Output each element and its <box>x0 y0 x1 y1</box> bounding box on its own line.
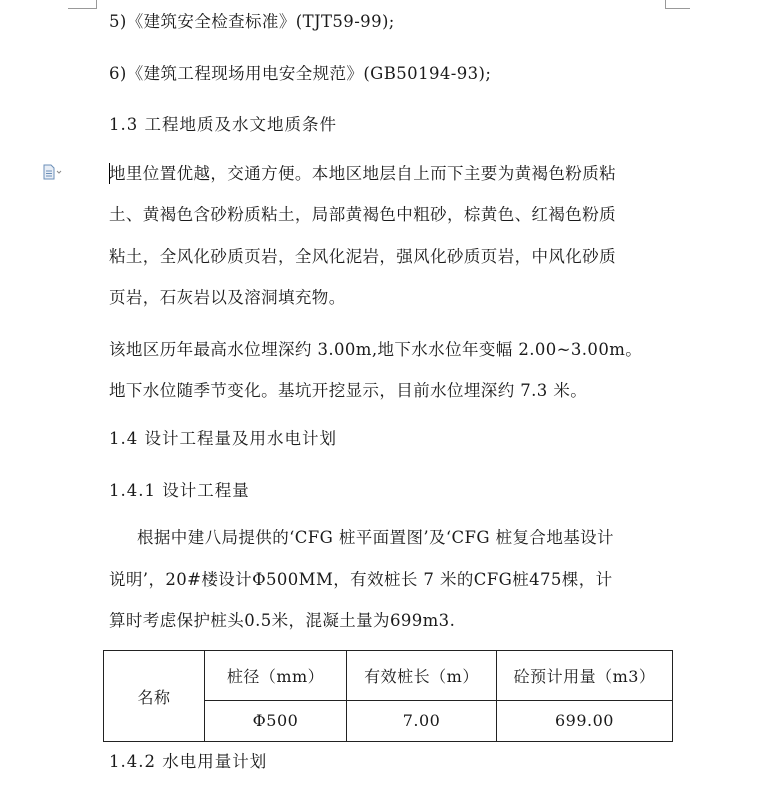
table-cell-concrete-volume: 699.00 <box>497 700 673 741</box>
table-header-cell: 有效桩长（m） <box>347 651 497 701</box>
geology-paragraph-line[interactable]: 土、黄褐色含砂粉质粘土，局部黄褐色中粗砂，棕黄色、红褐色粉质 <box>109 205 616 224</box>
geology-paragraph-line[interactable]: 地里位置优越，交通方便。本地区地层自上而下主要为黄褐色粉质粘 <box>109 164 616 183</box>
geology-paragraph-line[interactable]: 页岩，石灰岩以及溶洞填充物。 <box>109 288 346 307</box>
table-name-header: 名称 <box>104 651 205 742</box>
reference-item-6: 6)《建筑工程现场用电安全规范》(GB50194-93); <box>109 64 492 83</box>
water-paragraph-line[interactable]: 该地区历年最高水位埋深约 3.00m,地下水水位年变幅 2.00~3.00m。 <box>109 340 643 359</box>
document-icon[interactable] <box>42 164 62 180</box>
geology-paragraph-line[interactable]: 粘土，全风化砂质页岩，全风化泥岩，强风化砂质页岩，中风化砂质 <box>109 247 616 266</box>
quantity-paragraph-line[interactable]: 说明’，20#楼设计Φ500MM，有效桩长 7 米的CFG桩475棵，计 <box>109 570 613 589</box>
table-cell-pile-diameter: Φ500 <box>205 700 347 741</box>
section-heading-1-4-1: 1.4.1 设计工程量 <box>109 481 250 500</box>
page-corner-mark-left <box>68 0 97 9</box>
water-paragraph-line[interactable]: 地下水位随季节变化。基坑开挖显示，目前水位埋深约 7.3 米。 <box>109 381 588 400</box>
table-cell-pile-length: 7.00 <box>347 700 497 741</box>
section-heading-1-3: 1.3 工程地质及水文地质条件 <box>109 115 337 134</box>
quantity-paragraph-line[interactable]: 根据中建八局提供的‘CFG 桩平面置图’及‘CFG 桩复合地基设计 <box>137 528 614 547</box>
section-heading-1-4: 1.4 设计工程量及用水电计划 <box>109 429 337 448</box>
pile-quantity-table <box>103 650 673 742</box>
table-header-cell: 砼预计用量（m3） <box>497 651 673 701</box>
table-header-cell: 桩径（mm） <box>205 651 347 701</box>
section-heading-1-4-2: 1.4.2 水电用量计划 <box>109 752 268 771</box>
reference-item-5: 5)《建筑安全检查标准》(TJT59-99); <box>109 12 395 31</box>
table-header-row <box>104 651 673 701</box>
page-corner-mark-right <box>665 0 690 9</box>
quantity-paragraph-line[interactable]: 算时考虑保护桩头0.5米，混凝土量为699m3. <box>109 611 456 630</box>
